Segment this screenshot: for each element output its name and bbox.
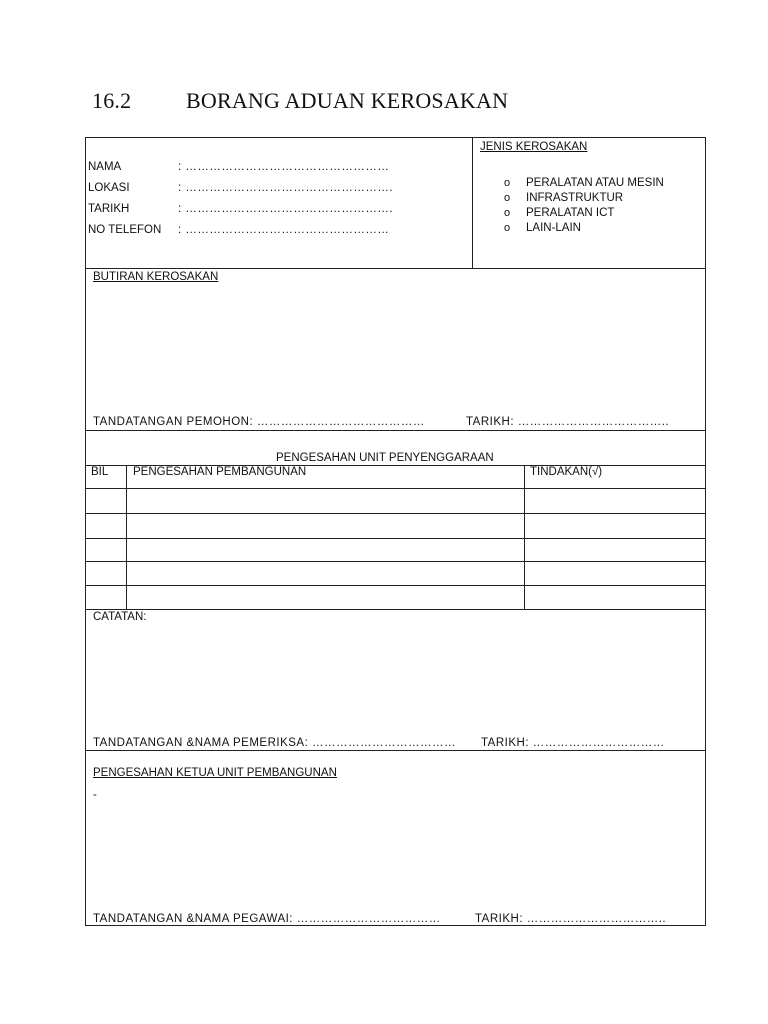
officer-signature-field[interactable]: TANDATANGAN &NAMA PEGAWAI: ……………………………… xyxy=(93,913,441,925)
maintenance-title: PENGESAHAN UNIT PENYENGGARAAN xyxy=(276,452,494,464)
column-header-action: TINDAKAN(√) xyxy=(530,466,603,478)
table-row xyxy=(86,585,705,586)
option-equipment[interactable]: PERALATAN ATAU MESIN xyxy=(526,177,664,189)
divider xyxy=(86,750,705,751)
section-number: 16.2 xyxy=(92,88,132,113)
notes-title: CATATAN: xyxy=(93,611,147,623)
approval-dash: - xyxy=(93,789,97,801)
details-title: BUTIRAN KEROSAKAN xyxy=(93,271,219,283)
complaint-form xyxy=(85,137,706,926)
officer-date-field[interactable]: TARIKH: …………………………….. xyxy=(475,913,667,925)
column-divider xyxy=(126,465,127,609)
form-title: BORANG ADUAN KEROSAKAN xyxy=(186,88,509,113)
bullet-icon: o xyxy=(504,192,511,204)
name-label: NAMA xyxy=(88,161,122,173)
option-infrastructure[interactable]: INFRASTRUKTUR xyxy=(526,192,624,204)
bullet-icon: o xyxy=(504,177,511,189)
phone-label: NO TELEFON xyxy=(88,224,162,236)
option-others[interactable]: LAIN-LAIN xyxy=(526,222,581,234)
bullet-icon: o xyxy=(504,222,511,234)
phone-field[interactable]: : …………………………………………… xyxy=(178,224,390,236)
damage-type-title: JENIS KEROSAKAN xyxy=(480,141,588,153)
table-row xyxy=(86,538,705,539)
bullet-icon: o xyxy=(504,207,511,219)
name-field[interactable]: : …………………………………………… xyxy=(178,161,390,173)
inspector-date-field[interactable]: TARIKH: …………………………… xyxy=(481,737,665,749)
location-field[interactable]: : ……………………………………………. xyxy=(178,182,394,194)
applicant-signature-field[interactable]: TANDATANGAN PEMOHON: …………………………………… xyxy=(93,416,425,428)
divider xyxy=(86,430,705,431)
table-bottom-border xyxy=(86,609,705,610)
inspector-signature-field[interactable]: TANDATANGAN &NAMA PEMERIKSA: ……………………………… xyxy=(93,737,456,749)
table-row xyxy=(86,561,705,562)
column-header-approval: PENGESAHAN PEMBANGUNAN xyxy=(133,466,307,478)
date-label: TARIKH xyxy=(88,203,130,215)
table-row xyxy=(86,488,705,489)
header-divider xyxy=(472,138,473,268)
location-label: LOKASI xyxy=(88,182,130,194)
divider xyxy=(86,268,705,269)
column-header-bil: BIL xyxy=(91,466,109,478)
table-row xyxy=(86,513,705,514)
applicant-date-field[interactable]: TARIKH: ……………………………….. xyxy=(466,416,670,428)
column-divider xyxy=(524,465,525,609)
option-ict[interactable]: PERALATAN ICT xyxy=(526,207,615,219)
head-approval-title: PENGESAHAN KETUA UNIT PEMBANGUNAN xyxy=(93,767,337,779)
date-field[interactable]: : ……………………………………………. xyxy=(178,203,394,215)
